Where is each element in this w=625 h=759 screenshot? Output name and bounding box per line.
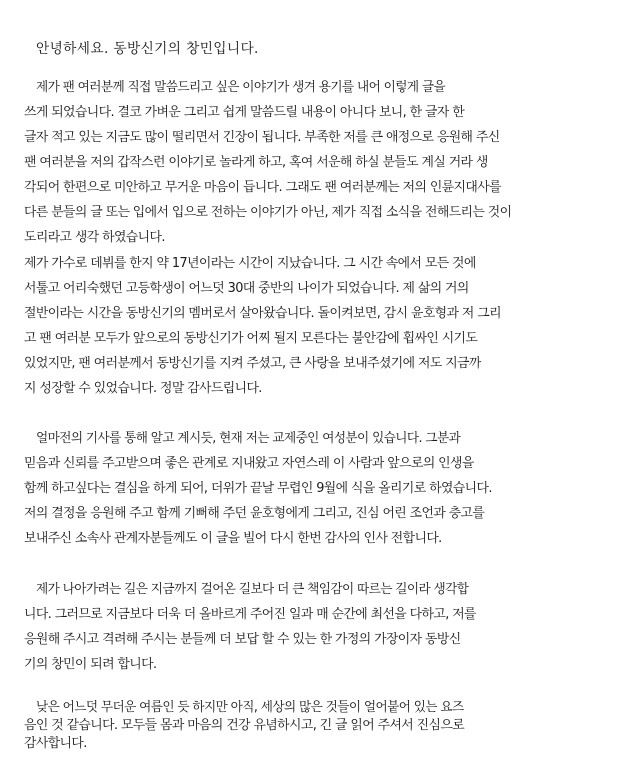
letter-line: 지 성장할 수 있었습니다. 정말 감사드립니다. [24,381,262,396]
letter-line: 음인 것 같습니다. 모두들 몸과 마음의 건강 유념하시고, 긴 글 읽어 주셔서 진심으로 [24,718,465,733]
letter-line: 있었지만, 팬 여러분께서 동방신기를 지켜 주셨고, 큰 사랑을 보내주셨기에 저도 지금까 [24,356,481,371]
letter-greeting: 안녕하세요. 동방신기의 창민입니다. [36,41,259,57]
letter-line: 도리라고 생각 하였습니다. [24,230,165,245]
letter-line: 보내주신 소속사 관계자분들께도 이 글을 빌어 다시 한번 감사의 인사 전합니다. [24,531,442,546]
letter-line: 팬 여러분을 저의 갑작스런 이야기로 놀라게 하고, 혹여 서운해 하실 분들도 계실 거라 생 [24,155,488,170]
letter-line: 응원해 주시고 격려해 주시는 분들께 더 보답 할 수 있는 한 가정의 가장이자 동방신 [24,632,461,647]
letter-line: 얼마전의 기사를 통해 알고 계시듯, 현재 저는 교제중인 여성분이 있습니다. 그분과 [36,431,461,446]
letter-line: 감사합니다. [24,736,87,751]
letter-line: 제가 가수로 데뷔를 한지 약 17년이라는 시간이 지났습니다. 그 시간 속에서 모든 것에 [24,256,476,271]
letter-line: 제가 나아가려는 길은 지금까지 걸어온 길보다 더 큰 책임감이 따르는 길이라 생각합 [36,582,469,597]
letter-line: 함께 하고싶다는 결심을 하게 되어, 더위가 끝날 무렵인 9월에 식을 올리기로 하였습니다. [24,481,492,496]
letter-line: 저의 결정을 응원해 주고 함께 기뻐해 주던 윤호형에게 그리고, 진심 어린 조언과 충고를 [24,506,485,521]
letter-line: 제가 팬 여러분께 직접 말씀드리고 싶은 이야기가 생겨 용기를 내어 이렇게 글을 [36,80,446,95]
letter-line: 글자 적고 있는 지금도 많이 떨리면서 긴장이 됩니다. 부족한 저를 큰 애정으로 응원해 주신 [24,130,500,145]
letter-line: 기의 창민이 되려 합니다. [24,657,157,672]
letter-line: 고 팬 여러분 모두가 앞으로의 동방신기가 어찌 될지 모른다는 불안감에 휩싸인 시기도 [24,331,478,346]
letter-line: 다른 분들의 글 또는 입에서 입으로 전하는 이야기가 아닌, 제가 직접 소식을 전해드리는 것이 [24,205,512,220]
letter-line: 믿음과 신뢰를 주고받으며 좋은 관계로 지내왔고 자연스레 이 사람과 앞으로의 인생을 [24,456,474,471]
letter-line: 낮은 어느덧 무더운 여름인 듯 하지만 아직, 세상의 많은 것들이 얼어붙어 있는 요즈 [36,700,464,715]
letter-line: 니다. 그러므로 지금보다 더욱 더 올바르게 주어진 일과 매 순간에 최선을 다하고, 저를 [24,607,476,622]
letter-line: 서툴고 어리숙했던 고등학생이 어느덧 30대 중반의 나이가 되었습니다. 제 삶의 거의 [24,281,469,296]
letter-line: 절반이라는 시간을 동방신기의 멤버로서 살아왔습니다. 돌이켜보면, 감시 윤호형과 저 그리 [24,306,501,321]
letter-line: 쓰게 되었습니다. 결코 가벼운 그리고 쉽게 말씀드릴 내용이 아니다 보니, 한 글자 한 [24,105,465,120]
letter-line: 각되어 한편으로 미안하고 무거운 마음이 듭니다. 그래도 팬 여러분께는 저의 인륜지대사를 [24,180,501,195]
